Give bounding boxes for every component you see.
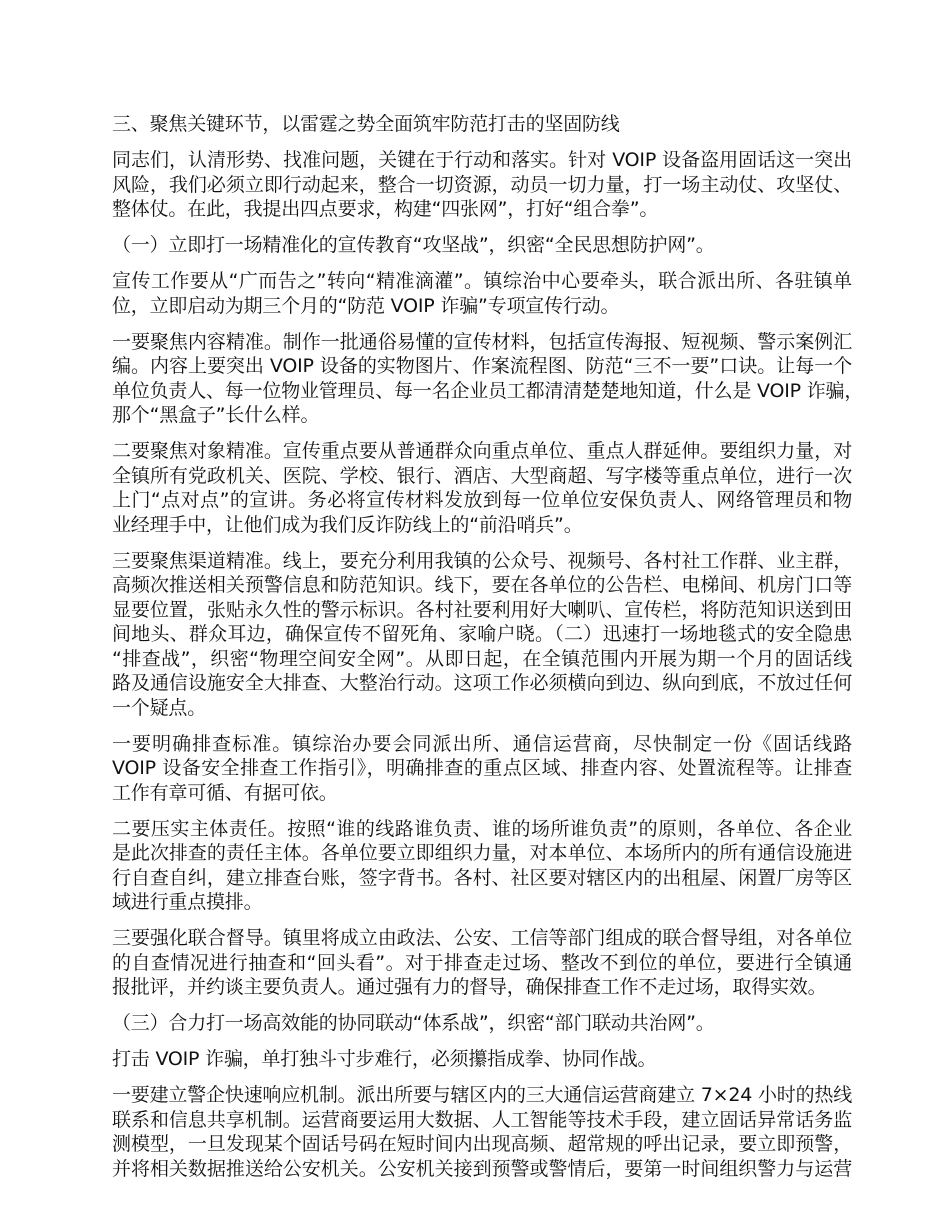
text-line: 一个疑点。 — [112, 696, 207, 719]
text-line: 那个“黑盒子”长什么样。 — [112, 404, 320, 426]
paragraph — [112, 330, 864, 428]
text-line: 整体仗。在此，我提出四点要求，构建“四张网”，打好“组合拳”。 — [112, 198, 659, 220]
paragraph — [112, 926, 852, 1000]
paragraph — [112, 1047, 852, 1072]
text-line: 报批评，并约谈主要负责人。通过强有力的督导，确保排查工作不走过场，取得实效。 — [112, 976, 827, 998]
text-line: 并将相关数据推送给公安机关。公安机关接到预警或警情后，要第一时间组织警力与运营 — [112, 1157, 852, 1180]
text-line: 工作有章可循、有据可依。 — [112, 781, 338, 804]
text-line: 显要位置，张贴永久性的警示标识。各村社要利用好大喇叭、宣传栏，将防范知识送到田 — [112, 598, 852, 621]
text-line: VOIP 设备安全排查工作指引》，明确排查的重点区域、排查内容、处置流程等。让排查 — [112, 757, 852, 779]
paragraph — [112, 233, 852, 258]
section-heading — [112, 112, 852, 137]
text-line: 位，立即启动为期三个月的“防范 VOIP 诈骗”专项宣传行动。 — [112, 294, 620, 317]
text-line: 全镇所有党政机关、医院、学校、银行、酒店、大型商超、写字楼等重点单位，进行一次 — [112, 464, 852, 487]
text-line: 高频次推送相关预警信息和防范知识。线下，要在各单位的公告栏、电梯间、机房门口等 — [112, 574, 852, 596]
paragraph — [112, 1083, 852, 1181]
text-line: “排查战”，织密“物理空间安全网”。从即日起，在全镇范围内开展为期一个月的固话线 — [112, 647, 852, 670]
text-line: 三、聚焦关键环节，以雷霆之势全面筑牢防范打击的坚固防线 — [112, 113, 620, 135]
text-line: 联系和信息共享机制。运营商要运用大数据、人工智能等技术手段，建立固话异常话务监 — [112, 1108, 852, 1131]
text-line: 的自查情况进行抽查和“回头看”。对于排查走过场、整改不到位的单位，要进行全镇通 — [112, 951, 852, 974]
text-line: 行自查自纠，建立排查台账，签字背书。各村、社区要对辖区内的出租屋、闲置厂房等区 — [112, 866, 852, 889]
document-page — [112, 112, 864, 1193]
paragraph — [112, 269, 852, 318]
text-line: 间地头、群众耳边，确保宣传不留死角、家喻户晓。（二）迅速打一场地毯式的安全隐患 — [112, 623, 852, 645]
text-line: 三要强化联合督导。镇里将成立由政法、公安、工信等部门组成的联合督导组，对各单位 — [112, 927, 852, 949]
text-line: 路及通信设施安全大排查、大整治行动。这项工作必须横向到边、纵向到底，不放过任何 — [112, 672, 852, 694]
text-line: 二要压实主体责任。按照“谁的线路谁负责、谁的场所谁负责”的原则，各单位、各企业 — [112, 817, 852, 840]
paragraph — [112, 148, 852, 222]
text-line: 三要聚焦渠道精准。线上，要充分利用我镇的公众号、视频号、各村社工作群、业主群， — [112, 549, 852, 572]
text-line: （三）合力打一场高效能的协同联动“体系战”，织密“部门联动共治网”。 — [112, 1012, 715, 1034]
text-line: 编。内容上要突出 VOIP 设备的实物图片、作案流程图、防范“三不一要”口诀。让每一个 — [112, 355, 852, 377]
text-line: 是此次排查的责任主体。各单位要立即组织力量，对本单位、本场所内的所有通信设施进 — [112, 842, 852, 864]
text-line: 风险，我们必须立即行动起来，整合一切资源，动员一切力量，打一场主动仗、攻坚仗、 — [112, 173, 852, 196]
paragraph — [112, 817, 852, 915]
text-line: 打击 VOIP 诈骗，单打独斗寸步难行，必须攥指成拳、协同作战。 — [112, 1048, 657, 1070]
paragraph — [112, 439, 852, 537]
paragraph — [112, 732, 852, 806]
text-line: （一）立即打一场精准化的宣传教育“攻坚战”，织密“全民思想防护网”。 — [112, 234, 715, 256]
text-line: 二要聚焦对象精准。宣传重点要从普通群众向重点单位、重点人群延伸。要组织力量，对 — [112, 440, 852, 462]
paragraph — [112, 549, 852, 721]
text-line: 同志们，认清形势、找准问题，关键在于行动和落实。针对 VOIP 设备盗用固话这一突出 — [112, 149, 852, 171]
text-line: 一要建立警企快速响应机制。派出所要与辖区内的三大通信运营商建立 7×24 小时的热线 — [112, 1084, 852, 1106]
paragraph — [112, 1011, 852, 1036]
text-line: 单位负责人、每一位物业管理员、每一名企业员工都清清楚楚地知道，什么是 VOIP 诈骗， — [112, 379, 864, 402]
text-line: 测模型，一旦发现某个固话号码在短时间内出现高频、超常规的呼出记录，要立即预警， — [112, 1133, 852, 1155]
text-line: 上门“点对点”的宣讲。务必将宣传材料发放到每一位单位安保负责人、网络管理员和物 — [112, 489, 852, 511]
text-line: 宣传工作要从“广而告之”转向“精准滴灌”。镇综治中心要牵头，联合派出所、各驻镇单 — [112, 270, 852, 292]
text-line: 一要明确排查标准。镇综治办要会同派出所、通信运营商，尽快制定一份《固话线路 — [112, 732, 852, 755]
text-line: 业经理手中，让他们成为我们反诈防线上的“前沿哨兵”。 — [112, 513, 583, 536]
text-line: 域进行重点摸排。 — [112, 891, 263, 913]
text-line: 一要聚焦内容精准。制作一批通俗易懂的宣传材料，包括宣传海报、短视频、警示案例汇 — [112, 330, 852, 353]
